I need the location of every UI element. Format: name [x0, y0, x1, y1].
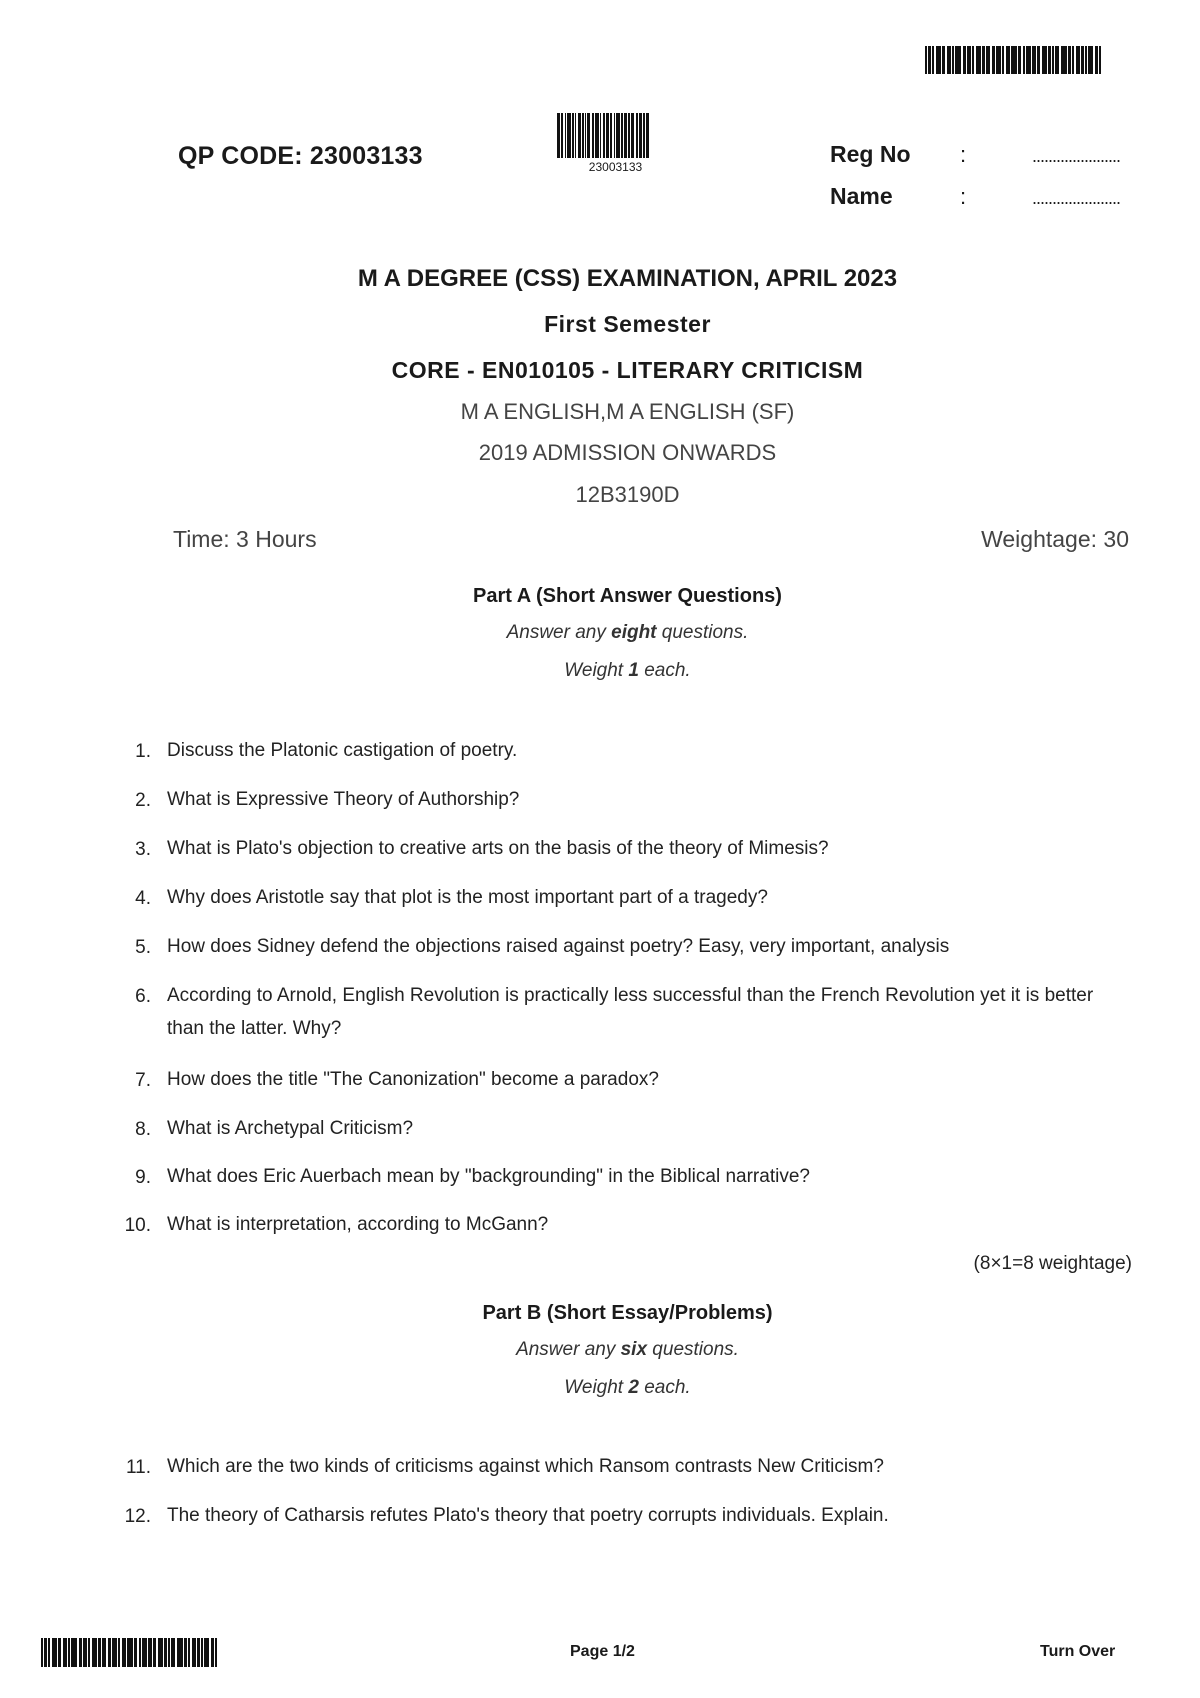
part-a-question-text: How does the title "The Canonization" become a paradox?: [167, 1069, 659, 1090]
exam-time: Time: 3 Hours: [173, 526, 317, 552]
part-a-question-text: What does Eric Auerbach mean by "backgrounding" in the Biblical narrative?: [167, 1166, 810, 1187]
part-a-question-text: What is Plato's objection to creative arts on the basis of the theory of Mimesis?: [167, 838, 829, 859]
part-a-question-text: What is Expressive Theory of Authorship?: [167, 789, 520, 810]
part-a-weightage-note: (8×1=8 weightage): [973, 1253, 1132, 1274]
reg-no-label: Reg No: [830, 141, 911, 167]
part-a-question-text: According to Arnold, English Revolution is practically less successful than the French Revolution yet it is better than the latter. Why?: [167, 985, 1094, 1039]
part-b-question-text: The theory of Catharsis refutes Plato's theory that poetry corrupts individuals. Explain.: [167, 1505, 889, 1526]
part-b-weight: Weight 2 each.: [564, 1377, 691, 1398]
part-a-question-number: 4.: [135, 888, 151, 909]
part-a-question-number: 6.: [135, 986, 151, 1007]
reg-no-colon: :: [960, 142, 967, 167]
reg-no-field: ......................: [1032, 146, 1121, 166]
part-a-question-number: 10.: [124, 1215, 151, 1236]
part-a-question-text: What is interpretation, according to McGann?: [167, 1214, 549, 1235]
part-b-question-number: 11.: [125, 1457, 151, 1478]
part-a-question-number: 8.: [135, 1119, 151, 1140]
name-colon: :: [960, 184, 967, 209]
footer-barcode: [41, 1638, 245, 1667]
name-label: Name: [830, 183, 893, 209]
part-a-question-number: 1.: [135, 741, 151, 762]
part-a-question-number: 9.: [135, 1167, 151, 1188]
qp-barcode: [557, 113, 674, 158]
name-field: ......................: [1032, 188, 1121, 208]
exam-course: CORE - EN010105 - LITERARY CRITICISM: [391, 357, 864, 383]
part-a-question-text: How does Sidney defend the objections raised against poetry? Easy, very important, analysis: [167, 936, 950, 957]
part-b-question-number: 12.: [124, 1506, 151, 1527]
exam-weightage: Weightage: 30: [981, 526, 1129, 552]
part-a-question-text: What is Archetypal Criticism?: [167, 1118, 414, 1139]
part-a-instruction: Answer any eight questions.: [506, 622, 749, 643]
barcode-number: 23003133: [588, 160, 643, 174]
part-a-question-number: 2.: [135, 790, 151, 811]
exam-admission: 2019 ADMISSION ONWARDS: [478, 440, 777, 465]
part-a-question-number: 5.: [135, 937, 151, 958]
exam-title: M A DEGREE (CSS) EXAMINATION, APRIL 2023: [357, 265, 898, 292]
part-a-question-text: Discuss the Platonic castigation of poetry.: [167, 740, 518, 761]
exam-semester: First Semester: [544, 311, 711, 337]
part-a-question-number: 7.: [135, 1070, 151, 1091]
part-a-title: Part A (Short Answer Questions): [473, 585, 782, 607]
page-number: Page 1/2: [570, 1643, 635, 1660]
exam-code: 12B3190D: [575, 482, 680, 507]
part-b-instruction: Answer any six questions.: [516, 1339, 739, 1360]
top-barcode: [925, 46, 1127, 74]
exam-programme: M A ENGLISH,M A ENGLISH (SF): [460, 399, 795, 424]
part-b-title: Part B (Short Essay/Problems): [482, 1302, 773, 1324]
turn-over: Turn Over: [1040, 1643, 1116, 1660]
part-a-question-text: Why does Aristotle say that plot is the most important part of a tragedy?: [167, 887, 768, 908]
part-a-question-number: 3.: [135, 839, 151, 860]
part-b-question-text: Which are the two kinds of criticisms against which Ransom contrasts New Criticism?: [167, 1456, 884, 1477]
part-a-weight: Weight 1 each.: [564, 660, 691, 681]
qp-code: QP CODE: 23003133: [178, 142, 423, 170]
